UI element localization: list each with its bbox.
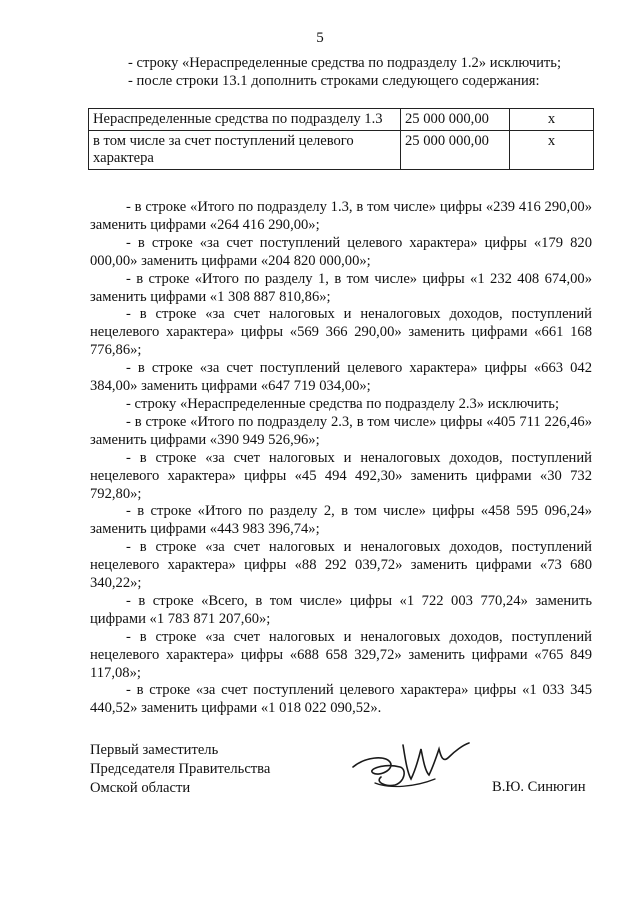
signatory-position-line: Омской области bbox=[90, 780, 191, 796]
amendment-paragraph: - в строке «Итого по подразделу 1.3, в том числе» цифры «239 416 290,00» заменить цифрами «264 416 290,00»; bbox=[90, 199, 592, 233]
amendment-paragraph: - в строке «Итого по разделу 1, в том числе» цифры «1 232 408 674,00» заменить цифрами «1 308 887 810,86»; bbox=[90, 270, 592, 305]
table-cell-name: в том числе за счет поступлений целевого характера bbox=[89, 131, 401, 170]
signatory-position-line: Председателя Правительства bbox=[90, 761, 271, 777]
amendment-paragraph: - в строке «Итого по подразделу 2.3, в том числе» цифры «405 711 226,46» заменить цифрами «390 949 526,96»; bbox=[90, 413, 592, 448]
amendment-paragraph: - в строке «Итого по разделу 2, в том числе» цифры «458 595 096,24» заменить цифрами «443 983 396,74»; bbox=[90, 503, 592, 538]
amendment-paragraph: - в строке «Всего, в том числе» цифры «1 722 003 770,24» заменить цифрами «1 783 871 207,60»; bbox=[90, 592, 592, 627]
signatory-position-line: Первый заместитель bbox=[90, 742, 219, 758]
handwritten-signature bbox=[345, 727, 475, 802]
amendment-paragraph: - в строке «за счет налоговых и неналоговых доходов, поступлений нецелевого характера» цифры «688 658 329,72» заменить цифрами «765 849 117,08»; bbox=[90, 628, 592, 681]
amendment-paragraph: - в строке «за счет поступлений целевого характера» цифры «179 820 000,00» заменить цифрами «204 820 000,00»; bbox=[90, 234, 592, 269]
intro-line: - строку «Нераспределенные средства по подразделу 1.2» исключить; bbox=[128, 55, 562, 71]
page-number: 5 bbox=[316, 30, 324, 46]
inserted-rows-table bbox=[88, 108, 594, 170]
table-cell-name: Нераспределенные средства по подразделу 1.3 bbox=[89, 109, 401, 131]
amendments-body bbox=[90, 199, 592, 718]
amendment-paragraph: - в строке «за счет налоговых и неналоговых доходов, поступлений нецелевого характера» цифры «569 366 290,00» заменить цифрами «661 168 776,86»; bbox=[90, 306, 592, 359]
intro-block bbox=[0, 54, 640, 90]
table-cell-mark: x bbox=[510, 109, 594, 131]
amendment-paragraph: - в строке «за счет поступлений целевого характера» цифры «1 033 345 440,52» заменить цифрами «1 018 022 090,52». bbox=[90, 682, 592, 717]
table-cell-amount: 25 000 000,00 bbox=[401, 109, 510, 131]
signatory-position bbox=[90, 741, 270, 798]
amendment-paragraph: - в строке «за счет налоговых и неналоговых доходов, поступлений нецелевого характера» цифры «88 292 039,72» заменить цифрами «73 680 340,22»; bbox=[90, 539, 592, 592]
table-cell-mark: x bbox=[510, 131, 594, 170]
signatory-name: В.Ю. Синюгин bbox=[492, 779, 586, 795]
table-cell-amount: 25 000 000,00 bbox=[401, 131, 510, 170]
intro-line: - после строки 13.1 дополнить строками следующего содержания: bbox=[128, 73, 540, 89]
amendment-paragraph: - в строке «за счет налоговых и неналоговых доходов, поступлений нецелевого характера» цифры «45 494 492,30» заменить цифрами «30 732 792,80»; bbox=[90, 449, 592, 502]
amendment-paragraph: - строку «Нераспределенные средства по подразделу 2.3» исключить; bbox=[126, 395, 560, 412]
table-row bbox=[89, 131, 594, 170]
amendment-paragraph: - в строке «за счет поступлений целевого характера» цифры «663 042 384,00» заменить цифрами «647 719 034,00»; bbox=[90, 360, 592, 395]
table-row bbox=[89, 109, 594, 131]
